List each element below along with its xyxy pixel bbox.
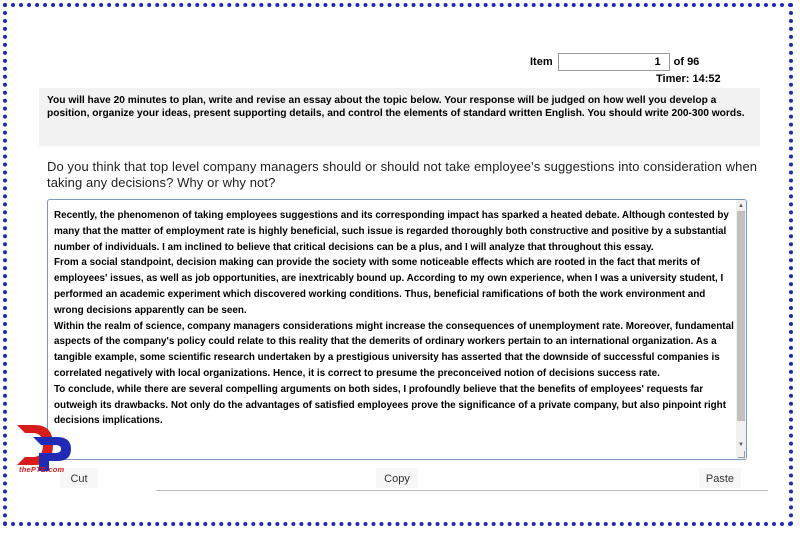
paste-button[interactable]: Paste [699,468,741,488]
essay-paragraph: From a social standpoint, decision making can provide the society with some noticeable effects which are rooted in the fact that merits of employees' issues, as well as job opportunities, are inextricably bound up. According to my own experience, when I was a university student, I performed an academic experiment which discovered working conditions. Thus, beneficial ramifications of both the work environment and wrong decisions apparently can be seen. [54,257,724,316]
scroll-thumb[interactable] [737,211,745,421]
essay-textarea[interactable] [47,199,747,460]
essay-scrollbar[interactable] [736,200,746,459]
copy-button[interactable]: Copy [376,468,418,488]
item-number-field[interactable]: 1 [558,53,670,71]
essay-paragraph: Within the realm of science, company managers considerations might increase the consequences of unemployment rate. Moreover, fundamental aspects of the company's policy could relate to this reality that the demerits of ordinary workers pertain to an international organization. As a tangible example, some scientific research undertaken by a prestigious university has asserted that the downside of successful companies is correlated negatively with local organizations. Hence, it is correct to presume the preconceived notion of decisions success rate. [54,320,734,379]
divider [156,490,768,491]
scroll-up-arrow-icon[interactable]: ▲ [738,203,744,209]
resize-grip-icon[interactable] [738,451,745,458]
essay-paragraph: Recently, the phenomenon of taking employees suggestions and its corresponding impact has sparked a heated debate. Although contested by many that the matter of employment rate is highly beneficial, such issue is regarded thoroughly both constructive and positive by a substantial number of individuals. I am inclined to believe that critical decisions can be a plus, and I will analyze that throughout this essay. [54,210,729,253]
item-total: of 96 [673,56,700,68]
scroll-down-arrow-icon[interactable]: ▼ [738,442,744,448]
item-counter [530,53,699,71]
cut-button[interactable]: Cut [60,468,98,488]
instructions-text: You will have 20 minutes to plan, write and revise an essay about the topic below. Your response will be judged on how well you develop a position, organize your ideas, present supporting details, and control the elements of standard written English. You should write 200-300 words. [39,88,760,146]
timer: Timer: 14:52 [656,73,721,85]
essay-paragraph: To conclude, while there are several compelling arguments on both sides, I profoundly believe that the benefits of employees' requests far outweigh its drawbacks. Not only do the advantages of satisfied employees prove the significance of a private company, but also pinpoint right decisions implications. [54,383,726,427]
essay-question: Do you think that top level company managers should or should not take employee's suggestions into consideration when taking any decisions? Why or why not? [47,159,758,190]
essay-content[interactable] [54,208,734,429]
item-label: Item [530,56,553,68]
logo-text: thePTE.com [19,465,65,474]
